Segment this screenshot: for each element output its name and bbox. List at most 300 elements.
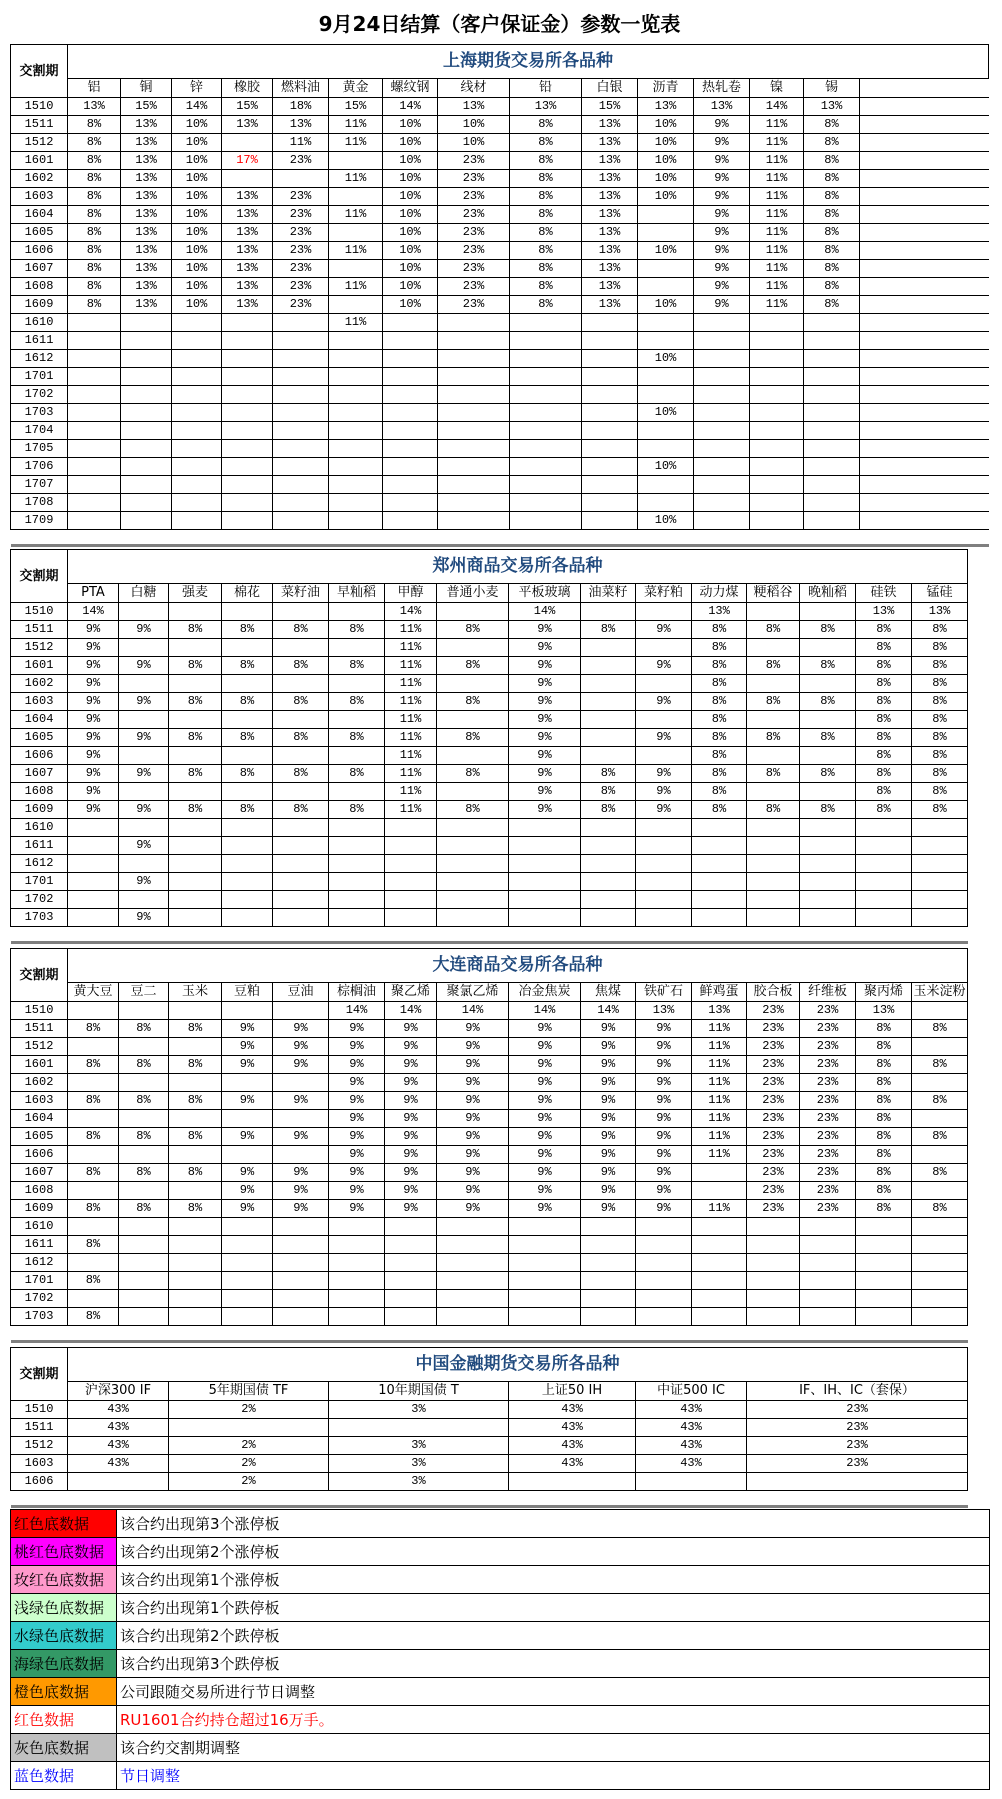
margin-cell [119,1308,169,1326]
margin-cell [273,1074,329,1092]
product-header: 晚籼稻 [800,584,856,603]
margin-cell: 13% [222,242,273,260]
margin-cell: 8% [856,1056,912,1074]
margin-cell: 11% [385,765,437,783]
margin-cell [172,386,222,404]
margin-cell [119,1236,169,1254]
legend-row [11,1734,990,1762]
czce-margin-table [10,549,968,944]
margin-cell: 9% [273,1128,329,1146]
margin-cell: 8% [912,693,968,711]
margin-cell [385,873,437,891]
margin-cell: 9% [68,639,119,657]
margin-cell [222,639,273,657]
margin-cell [581,693,636,711]
margin-cell: 9% [273,1092,329,1110]
margin-cell: 9% [509,693,581,711]
margin-cell: 9% [636,1128,692,1146]
margin-cell [222,675,273,693]
margin-cell [692,1182,747,1200]
margin-cell: 14% [750,98,804,116]
margin-cell: 9% [437,1200,509,1218]
margin-cell: 11% [329,134,383,152]
legend-row [11,1566,990,1594]
dce-margin-table [10,948,968,1343]
margin-cell: 9% [636,1164,692,1182]
delivery-period-cell: 1702 [11,386,68,404]
margin-cell: 9% [329,1020,385,1038]
margin-cell [912,1002,968,1020]
margin-cell [636,747,692,765]
margin-cell: 10% [638,188,694,206]
margin-cell: 23% [438,188,510,206]
margin-cell [437,747,509,765]
margin-cell: 23% [800,1056,856,1074]
margin-cell: 9% [636,621,692,639]
margin-cell: 9% [385,1092,437,1110]
blank-area [860,314,989,332]
margin-cell: 23% [800,1200,856,1218]
blank-area [860,206,989,224]
blank-area [860,404,989,422]
margin-cell [383,350,438,368]
margin-cell [800,711,856,729]
product-header: 5年期国债 TF [169,1382,329,1401]
margin-cell: 8% [68,260,121,278]
legend-description: 该合约出现第1个涨停板 [117,1566,990,1594]
margin-cell [329,422,383,440]
margin-cell: 9% [581,1164,636,1182]
margin-cell [172,494,222,512]
margin-cell: 13% [692,1002,747,1020]
margin-cell: 8% [800,729,856,747]
margin-cell [222,1146,273,1164]
margin-cell: 10% [172,242,222,260]
margin-cell [222,909,273,927]
margin-cell: 11% [692,1074,747,1092]
table-row [11,819,968,837]
margin-cell: 8% [804,116,860,134]
margin-cell [747,891,800,909]
margin-cell [636,855,692,873]
legend-swatch: 浅绿色底数据 [11,1594,117,1622]
margin-cell: 9% [119,909,169,927]
margin-cell [222,819,273,837]
delivery-period-cell: 1705 [11,440,68,458]
margin-cell: 8% [856,1200,912,1218]
margin-cell [509,891,581,909]
margin-cell: 8% [804,260,860,278]
margin-cell: 8% [68,278,121,296]
margin-cell: 8% [912,639,968,657]
table-row [11,765,968,783]
margin-cell: 9% [119,765,169,783]
margin-cell [581,1254,636,1272]
margin-cell [804,476,860,494]
blank-area [860,350,989,368]
margin-cell [800,873,856,891]
product-header: 硅铁 [856,584,912,603]
page-title: 9月24日结算（客户保证金）参数一览表 [318,12,681,36]
margin-cell: 9% [581,1092,636,1110]
margin-cell [437,711,509,729]
margin-cell: 9% [509,711,581,729]
margin-cell: 9% [222,1128,273,1146]
delivery-period-cell: 1612 [11,350,68,368]
margin-cell [329,909,385,927]
blank-area [860,512,989,530]
margin-cell: 23% [273,152,329,170]
product-header: 上证50 IH [509,1382,636,1401]
margin-cell [912,1308,968,1326]
margin-cell: 13% [121,188,172,206]
delivery-period-header: 交割期 [11,949,68,1002]
table-row [11,386,989,404]
product-header: 黄金 [329,79,383,98]
margin-cell: 9% [694,242,750,260]
margin-cell [172,422,222,440]
margin-cell [912,855,968,873]
margin-cell: 8% [692,693,747,711]
margin-cell: 9% [509,675,581,693]
margin-cell [121,350,172,368]
margin-cell [581,603,636,621]
margin-cell: 23% [747,1419,968,1437]
margin-cell [273,909,329,927]
table-row [11,512,989,530]
margin-cell: 8% [800,693,856,711]
margin-cell: 9% [329,1092,385,1110]
margin-cell [638,368,694,386]
table-row [11,1437,968,1455]
delivery-period-cell: 1611 [11,837,68,855]
margin-cell [437,1290,509,1308]
margin-cell: 17% [222,152,273,170]
margin-cell: 8% [692,675,747,693]
margin-cell [638,440,694,458]
delivery-period-cell: 1606 [11,747,68,765]
margin-cell [800,603,856,621]
margin-cell: 8% [912,621,968,639]
margin-cell [68,873,119,891]
margin-cell [68,1074,119,1092]
margin-cell: 8% [800,621,856,639]
margin-cell: 8% [510,296,582,314]
margin-cell: 9% [119,621,169,639]
margin-cell [510,350,582,368]
margin-cell: 23% [438,224,510,242]
margin-cell: 9% [636,1146,692,1164]
table-row [11,783,968,801]
margin-cell: 8% [856,675,912,693]
margin-cell: 8% [437,729,509,747]
delivery-period-cell: 1701 [11,873,68,891]
margin-cell: 9% [68,765,119,783]
margin-cell: 8% [510,116,582,134]
product-header: 锡 [804,79,860,98]
margin-cell: 8% [912,711,968,729]
margin-cell: 10% [638,404,694,422]
margin-cell: 8% [856,621,912,639]
margin-cell: 11% [692,1092,747,1110]
table-row [11,1401,968,1419]
margin-cell [222,422,273,440]
margin-cell: 8% [856,1164,912,1182]
margin-cell [437,855,509,873]
margin-cell: 8% [692,657,747,675]
margin-cell [383,494,438,512]
margin-cell [509,1272,581,1290]
margin-cell: 8% [273,801,329,819]
margin-cell: 8% [437,765,509,783]
margin-cell: 8% [68,1056,119,1074]
blank-area [860,386,989,404]
table-row [11,747,968,765]
margin-cell: 8% [169,1128,222,1146]
margin-cell [510,440,582,458]
margin-cell [222,855,273,873]
margin-cell [510,512,582,530]
margin-cell: 9% [222,1020,273,1038]
margin-cell: 3% [329,1473,509,1491]
margin-cell: 8% [169,801,222,819]
margin-cell: 8% [273,657,329,675]
margin-cell: 9% [694,116,750,134]
margin-cell: 3% [329,1455,509,1473]
margin-cell [750,476,804,494]
margin-cell: 9% [509,1074,581,1092]
margin-cell [636,1290,692,1308]
margin-cell: 8% [68,206,121,224]
margin-cell [692,1272,747,1290]
margin-cell [692,819,747,837]
table-row [11,1254,968,1272]
margin-cell [119,891,169,909]
margin-cell [273,819,329,837]
product-header: 热轧卷 [694,79,750,98]
margin-cell [121,476,172,494]
product-header: 镍 [750,79,804,98]
blank-area [860,368,989,386]
margin-cell: 23% [800,1038,856,1056]
margin-cell: 9% [68,693,119,711]
margin-cell: 8% [856,711,912,729]
margin-cell: 10% [438,116,510,134]
margin-cell: 9% [329,1110,385,1128]
margin-cell: 13% [121,260,172,278]
margin-cell: 11% [750,224,804,242]
blank-area [860,422,989,440]
delivery-period-cell: 1608 [11,1182,68,1200]
margin-cell [912,1236,968,1254]
margin-cell: 23% [438,170,510,188]
delivery-period-cell: 1607 [11,765,68,783]
table-row [11,675,968,693]
margin-cell: 9% [329,1074,385,1092]
margin-cell: 9% [385,1110,437,1128]
margin-cell: 13% [912,603,968,621]
margin-cell [694,422,750,440]
delivery-period-cell: 1603 [11,1092,68,1110]
margin-cell [68,1182,119,1200]
table-row [11,711,968,729]
margin-cell: 43% [68,1455,169,1473]
margin-cell: 9% [694,260,750,278]
margin-cell [329,440,383,458]
table-row [11,1200,968,1218]
margin-cell [509,837,581,855]
margin-cell: 9% [581,1128,636,1146]
margin-cell [273,440,329,458]
margin-cell: 9% [694,206,750,224]
margin-cell [119,1182,169,1200]
margin-cell: 8% [692,783,747,801]
margin-cell: 10% [383,278,438,296]
margin-cell: 8% [912,729,968,747]
margin-cell: 11% [385,801,437,819]
margin-cell [273,1254,329,1272]
margin-cell: 23% [747,1056,800,1074]
margin-cell: 8% [800,765,856,783]
margin-cell: 10% [383,152,438,170]
margin-cell: 10% [438,134,510,152]
margin-cell: 8% [437,801,509,819]
margin-cell: 9% [385,1056,437,1074]
table-row [11,909,968,927]
margin-cell [510,494,582,512]
margin-cell [694,314,750,332]
margin-cell: 11% [329,116,383,134]
margin-cell [638,386,694,404]
product-header: 油菜籽 [581,584,636,603]
margin-cell [636,603,692,621]
margin-cell: 2% [169,1455,329,1473]
table-row [11,1455,968,1473]
legend-row [11,1678,990,1706]
margin-cell: 9% [68,801,119,819]
margin-cell [119,783,169,801]
margin-cell [856,819,912,837]
margin-cell: 9% [509,1200,581,1218]
margin-cell: 8% [747,693,800,711]
margin-cell: 9% [222,1182,273,1200]
margin-cell [438,422,510,440]
margin-cell: 8% [273,693,329,711]
margin-cell [636,675,692,693]
margin-cell: 43% [68,1437,169,1455]
margin-cell [169,1290,222,1308]
margin-cell [750,440,804,458]
margin-cell: 9% [581,1074,636,1092]
color-legend-table [10,1509,990,1790]
margin-cell [383,440,438,458]
margin-cell [119,639,169,657]
margin-cell [169,711,222,729]
blank-area [860,170,989,188]
margin-cell [169,1236,222,1254]
margin-cell: 2% [169,1401,329,1419]
margin-cell [273,476,329,494]
margin-cell: 9% [636,801,692,819]
margin-cell: 11% [750,188,804,206]
margin-cell [438,314,510,332]
margin-cell: 13% [222,224,273,242]
margin-cell: 11% [329,170,383,188]
margin-cell: 23% [438,278,510,296]
margin-cell [750,314,804,332]
margin-cell: 8% [692,801,747,819]
margin-cell [222,873,273,891]
delivery-period-cell: 1612 [11,855,68,873]
margin-cell [438,440,510,458]
product-header: PTA [68,584,119,603]
margin-cell: 9% [694,296,750,314]
margin-cell: 8% [222,729,273,747]
margin-cell [329,783,385,801]
margin-cell [383,458,438,476]
margin-cell [273,458,329,476]
margin-cell [636,1254,692,1272]
margin-cell [747,873,800,891]
margin-cell: 8% [329,693,385,711]
section-separator [11,530,989,546]
table-row [11,116,989,134]
product-header: 燃料油 [273,79,329,98]
margin-cell [694,368,750,386]
margin-cell [385,1236,437,1254]
margin-cell [912,819,968,837]
margin-cell [329,855,385,873]
table-row [11,621,968,639]
margin-cell: 9% [636,729,692,747]
margin-cell [510,458,582,476]
margin-cell [694,458,750,476]
margin-cell [804,494,860,512]
margin-cell: 8% [510,278,582,296]
margin-cell: 14% [68,603,119,621]
product-header: 10年期国债 T [329,1382,509,1401]
margin-cell: 9% [385,1182,437,1200]
margin-cell: 8% [169,765,222,783]
delivery-period-cell: 1612 [11,1254,68,1272]
legend-description: 节日调整 [117,1762,990,1790]
margin-cell [638,206,694,224]
margin-cell [68,314,121,332]
margin-cell: 18% [273,98,329,116]
margin-cell: 9% [509,621,581,639]
product-header: 聚丙烯 [856,983,912,1002]
margin-cell: 11% [329,242,383,260]
margin-cell: 13% [121,206,172,224]
delivery-period-cell: 1608 [11,783,68,801]
table-row [11,1272,968,1290]
blank-area [860,278,989,296]
margin-cell [800,1308,856,1326]
margin-cell [119,1218,169,1236]
margin-cell: 10% [172,224,222,242]
margin-cell: 8% [856,1128,912,1146]
margin-cell: 8% [68,1092,119,1110]
margin-cell: 23% [273,242,329,260]
margin-cell: 23% [747,1092,800,1110]
margin-cell: 9% [636,1110,692,1128]
delivery-period-cell: 1611 [11,1236,68,1254]
margin-cell: 43% [509,1401,636,1419]
margin-cell [329,350,383,368]
margin-cell: 8% [912,747,968,765]
blank-area [860,458,989,476]
product-header: 鲜鸡蛋 [692,983,747,1002]
